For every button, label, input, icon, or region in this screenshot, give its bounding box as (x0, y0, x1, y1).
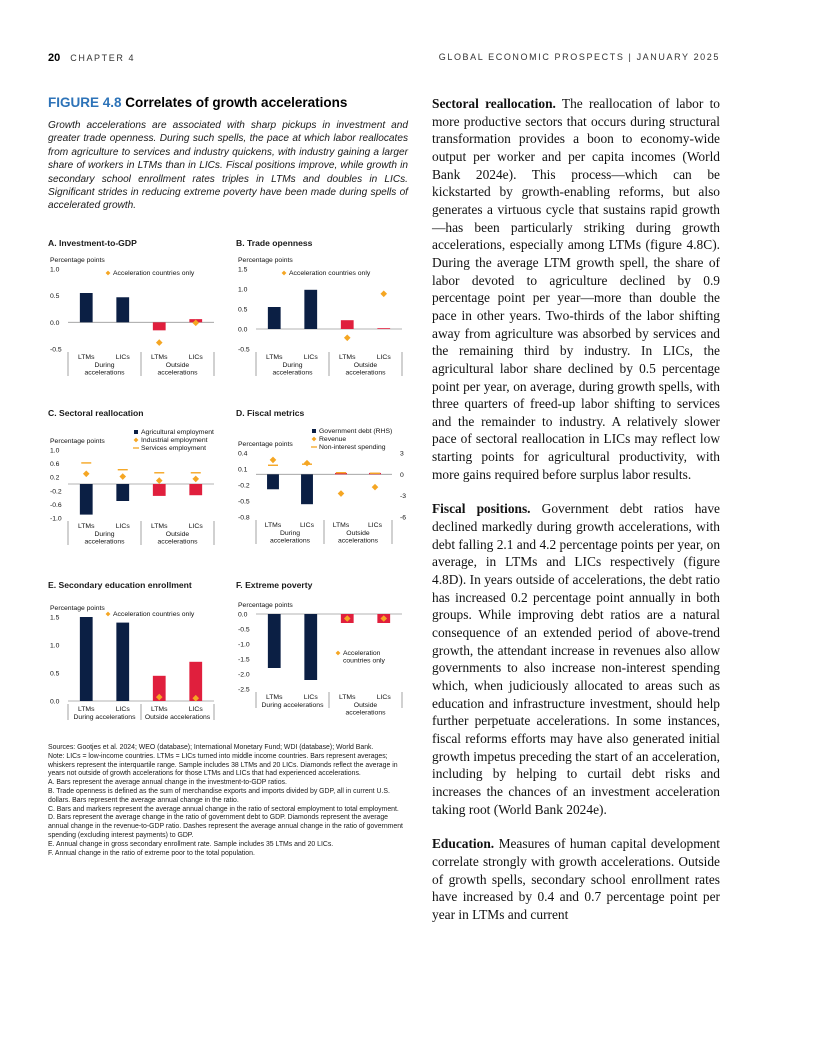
bar (80, 293, 93, 322)
page-number: 20 (48, 52, 61, 64)
panel-title-a: A. Investment-to-GDP (48, 238, 137, 248)
y-tick-label: 0.0 (50, 698, 60, 706)
bar (304, 614, 317, 680)
panel-d (236, 408, 416, 560)
panel-title-b: B. Trade openness (236, 238, 313, 248)
y-tick-label: 0.4 (238, 450, 248, 458)
legend-label: Services employment (141, 445, 206, 452)
legend-label-cont: countries only (343, 657, 385, 665)
bar (341, 320, 354, 329)
category-label: LICs (115, 354, 130, 361)
group-label: Outside accelerations (144, 714, 211, 721)
category-label: LICs (115, 523, 130, 530)
category-label: LTMs (266, 694, 283, 701)
y-tick-label: 1.0 (50, 266, 60, 274)
y2-tick-label: -3 (400, 493, 407, 501)
paragraph-education (432, 835, 720, 923)
group-label: During (94, 362, 115, 369)
legend-label: Revenue (319, 436, 347, 443)
legend-label: Government debt (RHS) (319, 428, 393, 435)
group-label: Outside (353, 702, 378, 709)
group-label: accelerations (272, 369, 313, 377)
y-tick-label: 0.0 (238, 611, 248, 619)
y-axis-label: Percentage points (50, 605, 105, 612)
group-label: During (94, 531, 115, 538)
legend-swatch (282, 271, 287, 276)
paragraph-heading: Sectoral reallocation. (432, 96, 556, 111)
group-label: Outside (346, 530, 370, 537)
y-tick-label: -1.0 (238, 641, 250, 649)
bar (268, 307, 281, 329)
legend-swatch (106, 271, 111, 276)
panel-f (236, 580, 416, 730)
category-label: LICs (188, 523, 203, 530)
y-tick-label: -0.5 (50, 346, 62, 354)
chart-svg (236, 580, 416, 730)
legend-swatch (312, 437, 317, 442)
panel-title-c: C. Sectoral reallocation (48, 408, 144, 418)
diamond-marker (270, 457, 277, 464)
bar (268, 614, 281, 668)
legend-label: Agricultural employment (141, 429, 214, 436)
bar (80, 617, 93, 701)
y-axis-label: Percentage points (238, 257, 293, 264)
category-label: LTMs (151, 523, 168, 530)
legend-swatch (336, 651, 341, 656)
paragraph-heading: Fiscal positions. (432, 501, 531, 517)
y-tick-label: 1.0 (50, 642, 60, 650)
category-label: LTMs (332, 522, 350, 529)
bar (267, 474, 279, 489)
figure-number: FIGURE 4.8 (48, 95, 122, 110)
group-label: accelerations (157, 369, 198, 377)
y-tick-label: -0.2 (50, 488, 62, 496)
category-label: LTMs (266, 354, 283, 361)
chart-svg (48, 238, 228, 388)
legend-label: Acceleration countries only (113, 270, 195, 277)
bar (377, 328, 390, 329)
legend-label: Non-interest spending (319, 444, 386, 451)
bar (189, 484, 202, 495)
group-label: During accelerations (261, 702, 324, 709)
legend-label: Acceleration (343, 650, 381, 657)
group-label: accelerations (157, 538, 198, 546)
category-label: LTMs (78, 523, 95, 530)
y-tick-label: -0.5 (238, 498, 250, 506)
category-label: LICs (368, 522, 382, 529)
figure-notes (48, 744, 408, 858)
category-label: LTMs (78, 354, 95, 361)
diamond-marker (372, 484, 379, 491)
y-tick-label: -0.2 (238, 482, 250, 490)
chart-svg (48, 408, 228, 560)
note-item-c: C. Bars and markers represent the average annual change in the ratio of sectoral employment to total employment. (48, 805, 399, 813)
figure-title (48, 95, 418, 110)
diamond-marker (338, 490, 345, 497)
y-tick-label: 0.5 (50, 670, 60, 678)
panel-a (48, 238, 228, 388)
note-item-f: F. Annual change in the ratio of extreme poor to the total population. (48, 849, 255, 857)
panel-c (48, 408, 228, 560)
y-tick-label: 1.5 (50, 614, 60, 622)
category-label: LICs (303, 354, 318, 361)
group-label: Outside (353, 362, 378, 369)
note-item-d: D. Bars represent the average change in the ratio of government debt to GDP. Diamonds represent the average annual change in the revenue-to-GDP ratio. Dashes represent the average annual change in the ratio of government spending (excluding interest payments) to GDP. (48, 814, 403, 839)
y-axis-label: Percentage points (238, 602, 293, 609)
category-label: LTMs (151, 354, 168, 361)
diamond-marker (344, 335, 351, 342)
bar (153, 322, 166, 330)
group-label: accelerations (337, 537, 379, 545)
diamond-marker (304, 460, 311, 467)
figure-title-text: Correlates of growth accelerations (125, 95, 348, 110)
bar (116, 297, 129, 322)
diamond-marker (380, 291, 387, 298)
y-tick-label: 0.2 (50, 474, 60, 482)
y-tick-label: -2.0 (238, 671, 250, 679)
y-axis-label: Percentage points (238, 441, 293, 448)
bar (304, 290, 317, 329)
chart-svg (48, 580, 228, 730)
group-label: accelerations (345, 369, 386, 377)
y-tick-label: -2.5 (238, 686, 250, 694)
legend-swatch (106, 612, 111, 617)
chapter-label: CHAPTER 4 (70, 53, 136, 63)
category-label: LTMs (339, 694, 356, 701)
category-label: LICs (115, 706, 130, 713)
paragraph-text: The reallocation of labor to more productive sectors that occurs during structural transformation provides a boon to economy-wide output per worker and per capita incomes (World Bank 2024e). This process—which can be kickstarted by growth-enabling reforms, but also generates a virtuous cycle that sustains rapid growth—has been particularly striking during growth accelerations, especially among LTMs (figure 4.8C). During the average LTM growth spell, the share of labor devoted to agriculture declined by 0.9 percentage point per year—more than double the pace in other years. Two-thirds of the labor shifting away from agriculture was absorbed by services and the remaining third by industry. In LICs, the agricultural labor share declined by 0.5 percentage point per year, on average, during growth spells, with three quarters of freed-up labor shifting to services and the remainder to industry. A relatively slower pace of sectoral reallocation in LICs may reflect low starting points for agricultural productivity, with more gains required before surplus labor results. (432, 96, 721, 482)
y-tick-label: -1.5 (238, 656, 250, 664)
category-label: LICs (376, 354, 391, 361)
diamond-marker (192, 476, 199, 483)
y-tick-label: 0.5 (50, 293, 60, 301)
group-label: During accelerations (73, 714, 136, 721)
legend-label: Acceleration countries only (289, 270, 371, 277)
paragraph-fiscal (432, 500, 720, 818)
group-label: accelerations (84, 538, 125, 546)
notes-sources: Sources: Gootjes et al. 2024; WEO (database); International Monetary Fund; WDI (database); World Bank. (48, 744, 374, 751)
paragraph-text: Government debt ratios have declined markedly during growth accelerations, with debt falling 2.1 and 4.2 percentage points per year, on average, in LTMs and LICs respectively (figure 4.8D). In years outside of accelerations, the debt ratio has increased 0.2 percentage point annually in both groups. While improving debt ratios are a natural consequence of an extended period of above-trend growth, the attendant increase in revenues also allow governments to also increase non-interest spending which, when judiciously allocated to areas such as education and infrastructure investment, should help further perpetuate accelerations. In some instances, fiscal reforms efforts may have also generated initial growth impetus preceding the start of an acceleration, including by helping to curtail debt risks and increases the chances of an investment acceleration taking root (World Bank 2024e). (432, 501, 721, 817)
group-label: During (279, 530, 301, 537)
page-header-left (48, 52, 135, 64)
diamond-marker (156, 339, 163, 346)
legend-swatch (134, 430, 138, 434)
body-text (432, 95, 720, 941)
category-label: LTMs (78, 706, 95, 713)
paragraph-heading: Education. (432, 836, 495, 852)
legend-label: Acceleration countries only (113, 611, 195, 618)
category-label: LICs (188, 706, 203, 713)
y-tick-label: -0.5 (238, 626, 250, 634)
y2-tick-label: -6 (400, 514, 407, 522)
legend-swatch (312, 429, 316, 433)
group-label: accelerations (84, 369, 125, 377)
note-item-a: A. Bars represent the average annual change in the investment-to-GDP ratios. (48, 779, 287, 787)
category-label: LTMs (151, 706, 168, 713)
bar (153, 484, 166, 496)
legend-swatch (134, 438, 139, 443)
y-tick-label: 1.0 (238, 286, 248, 294)
notes-note: Note: LICs = low-income countries. LTMs = LICs turned into middle income countries. Bars represent averages; whiskers represent the interquartile range. Sample includes 38 LTMs and 20 LICs. Diamonds reflect the average in years not outside of growth accelerations for those LTMs and LICs that had experienced accelerations. (48, 752, 398, 778)
group-label: Outside (165, 362, 190, 369)
chart-svg (236, 408, 416, 560)
publication-title: GLOBAL ECONOMIC PROSPECTS | JANUARY 2025 (438, 52, 720, 62)
y-axis-label: Percentage points (50, 257, 105, 264)
paragraph-sectoral (432, 95, 720, 483)
y-tick-label: -1.0 (50, 515, 62, 523)
panel-title-e: E. Secondary education enrollment (48, 580, 192, 590)
diamond-marker (83, 471, 90, 478)
bar (116, 484, 129, 501)
y-tick-label: 0.0 (50, 319, 60, 327)
group-label: accelerations (269, 537, 311, 545)
category-label: LICs (300, 522, 314, 529)
y-tick-label: 1.0 (50, 447, 60, 455)
figure-description: Growth accelerations are associated with sharp pickups in investment and greater trade openness. During such spells, the pace at which labor reallocates from agriculture to services and industry quickens, with industry gaining a larger share of workers in LTMs than in LICs. Fiscal positions improve, while growth in secondary school enrollment rates triples in LTMs and doubles in LICs. Significant strides in reducing extreme poverty have been made during spells of accelerated growth. (48, 120, 408, 212)
bar (80, 484, 93, 515)
bar (301, 474, 313, 504)
y-tick-label: 0.0 (238, 326, 248, 334)
category-label: LICs (188, 354, 203, 361)
group-label: During (282, 362, 303, 369)
y-tick-label: 1.5 (238, 266, 248, 274)
note-item-e: E. Annual change in gross secondary enrollment rate. Sample includes 35 LTMs and 20 LICs. (48, 840, 334, 848)
y-tick-label: 0.6 (50, 461, 60, 469)
panel-title-f: F. Extreme poverty (236, 580, 313, 590)
y2-tick-label: 3 (400, 450, 404, 458)
panel-e (48, 580, 228, 730)
y-axis-label: Percentage points (50, 438, 105, 445)
y-tick-label: 0.1 (238, 466, 248, 474)
category-label: LTMs (264, 522, 282, 529)
bar (116, 623, 129, 701)
panel-b (236, 238, 416, 388)
category-label: LICs (376, 694, 391, 701)
y-tick-label: -0.5 (238, 346, 250, 354)
legend-label: Industrial employment (141, 437, 208, 444)
panel-title-d: D. Fiscal metrics (236, 408, 305, 418)
category-label: LTMs (339, 354, 356, 361)
group-label: Outside (165, 531, 190, 538)
paragraph-text: Measures of human capital development correlate strongly with growth accelerations. Outside of growth spells, secondary school enrollment rates have increased by 0.4 and 0.7 percentage point per year in LTMs and current (432, 836, 720, 922)
y2-tick-label: 0 (400, 471, 404, 479)
y-tick-label: 0.5 (238, 306, 248, 314)
diamond-marker (119, 473, 126, 480)
y-tick-label: -0.8 (238, 514, 250, 522)
y-tick-label: -0.6 (50, 501, 62, 509)
diamond-marker (156, 477, 163, 484)
group-label: accelerations (345, 709, 386, 717)
category-label: LICs (303, 694, 318, 701)
chart-svg (236, 238, 416, 388)
note-item-b: B. Trade openness is defined as the sum of merchandise exports and imports divided by GDP, all in current U.S. dollars. Bars represent the average annual change in the ratio. (48, 787, 390, 804)
